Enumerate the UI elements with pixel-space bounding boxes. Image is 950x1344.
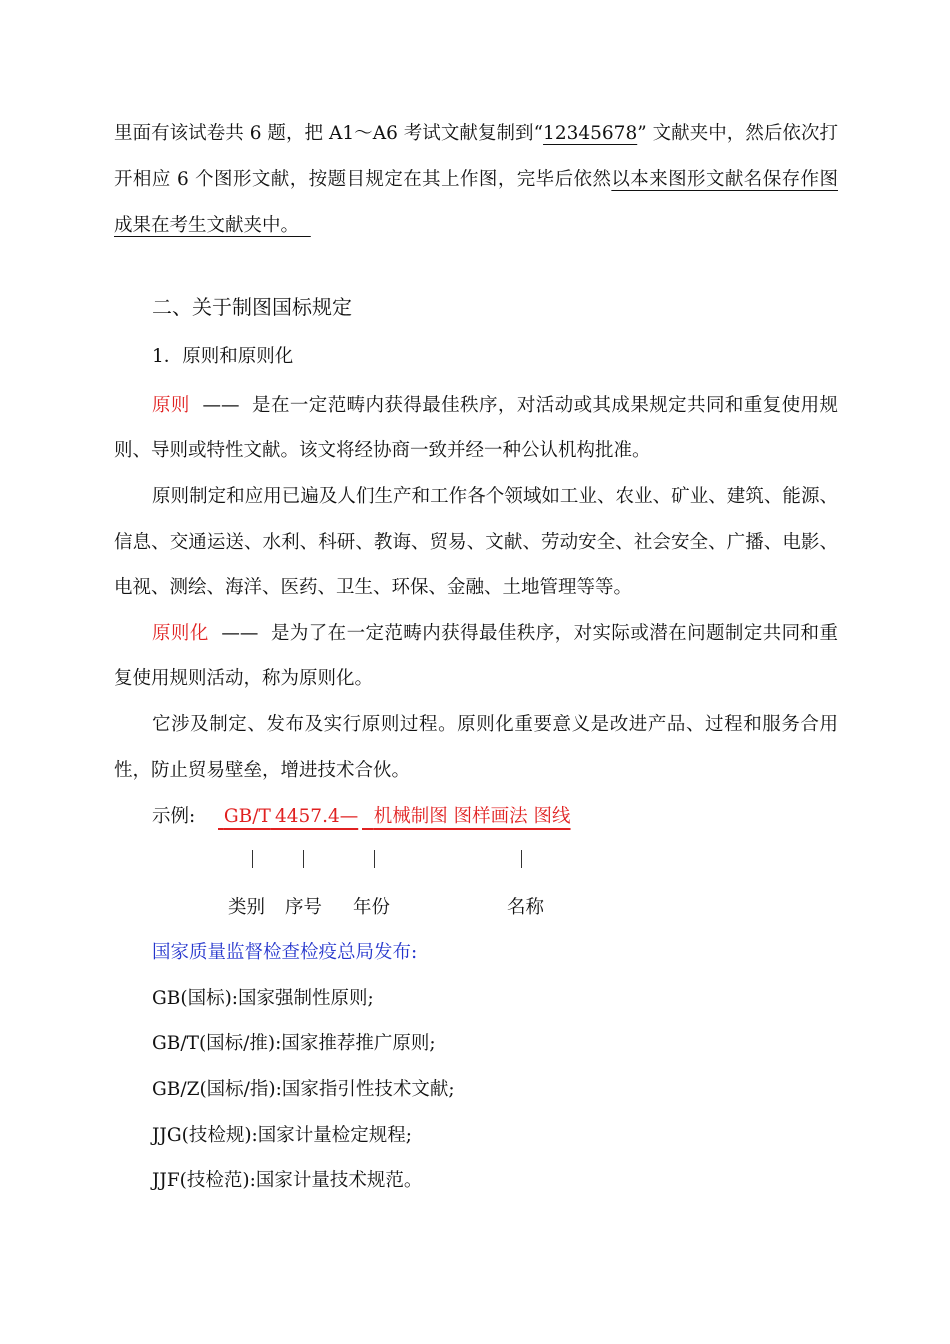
folder-name: 12345678: [543, 123, 638, 144]
section-heading: 二、关于制图国标规定: [152, 295, 352, 319]
pointer-number: [303, 850, 304, 868]
caption-category: 类别: [228, 897, 266, 918]
intro-text: 开相应 6 个图形文献，按题目规定在其上作图，完毕后依然: [114, 169, 612, 190]
definition-text: 是为了在一定范畴内获得最佳秩序，对实际或潜在问题制定共同和重: [270, 623, 838, 644]
fields-line-2: 信息、交通运送、水利、科研、教诲、贸易、文献、劳动安全、社会安全、广播、电影、: [114, 532, 838, 553]
intro-line-3: [114, 213, 311, 239]
definition-text: 是在一定范畴内获得最佳秩序，对活动或其成果规定共同和重复使用规: [252, 395, 838, 416]
intro-underlined-text: 以本来图形文献名保存作图: [611, 169, 838, 190]
caption-year: 年份: [353, 897, 391, 918]
term-standardization: 原则化: [152, 623, 209, 644]
intro-line-1: [114, 121, 838, 147]
pointer-category: [252, 850, 253, 868]
standard-definition-line-2: 则、导则或特性文献。该文将经协商一致并经一种公认机构批准。: [114, 440, 651, 461]
standardization-definition-line-2: 复使用规则活动，称为原则化。: [114, 668, 374, 689]
publisher-item-jjg: JJG(技检规):国家计量检定规程;: [152, 1125, 413, 1146]
meaning-line-1: 它涉及制定、发布及实行原则过程。原则化重要意义是改进产品、过程和服务合用: [152, 714, 838, 735]
intro-text: 里面有该试卷共 6 题，把 A1～A6 考试文献复制到“: [114, 123, 544, 144]
fields-line-1: 原则制定和应用已遍及人们生产和工作各个领域如工业、农业、矿业、建筑、能源、: [152, 486, 838, 507]
meaning-line-2: 性，防止贸易壁垒，增进技术合伙。: [114, 760, 411, 781]
dash: ——: [221, 623, 259, 644]
intro-underlined-text: 成果在考生文献夹中。: [114, 215, 300, 236]
example-code-category: GB/T: [223, 806, 271, 827]
example-code-name: 机械制图 图样画法 图线: [373, 806, 571, 827]
pointer-year: [374, 850, 375, 868]
standard-definition-line-1: [152, 393, 838, 419]
caption-name: 名称: [507, 897, 545, 918]
publisher-item-gbt: GB/T(国标/推):国家推荐推广原则;: [152, 1033, 436, 1054]
example-code-number: 4457.4—: [275, 806, 359, 827]
pointer-name: [521, 850, 522, 868]
caption-number: 序号: [285, 897, 323, 918]
intro-line-2: [114, 167, 838, 193]
publisher-heading: 国家质量监督检查检疫总局发布:: [152, 942, 418, 963]
intro-text: ” 文献夹中，然后依次打: [637, 123, 839, 144]
subsection-heading: 1．原则和原则化: [152, 346, 294, 367]
publisher-item-gbz: GB/Z(国标/指):国家指引性技术文献;: [152, 1079, 455, 1100]
term-standard: 原则: [152, 395, 190, 416]
publisher-item-jjf: JJF(技检范):国家计量技术规范。: [152, 1170, 423, 1191]
dash: ——: [202, 395, 240, 416]
fields-line-3: 电视、测绘、海洋、医药、卫生、环保、金融、土地管理等等。: [114, 577, 633, 598]
standardization-definition-line-1: [152, 621, 838, 647]
example-label: 示例:: [152, 806, 196, 827]
publisher-item-gb: GB(国标):国家强制性原则;: [152, 988, 374, 1009]
